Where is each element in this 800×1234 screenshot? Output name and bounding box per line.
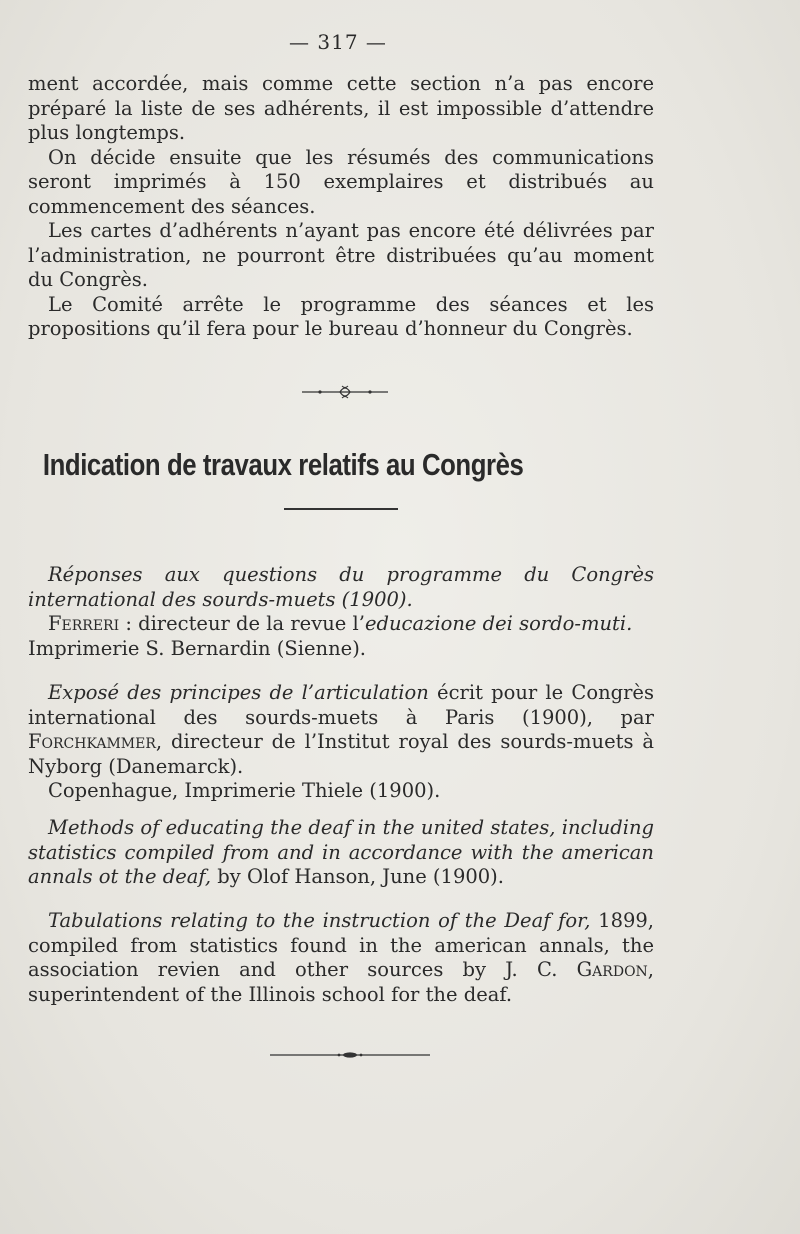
paragraph: Le Comité arrête le programme des séances et les propositions qu’il fera pour le bureau d’honneur du Congrès.	[28, 292, 654, 340]
entry	[28, 816, 654, 890]
paragraph: On décide ensuite que les résumés des communications seront imprimés à 150 exemplaires et distribués au commencement des séances.	[28, 145, 654, 218]
entry-body: Exposé des principes de l’articulation écrit pour le Congrès international des sourds-muets à Paris (1900), par Forchkammer, directeur de l’Institut royal des sourds-muets à Nyborg (Danemarck).	[28, 681, 654, 778]
entry-author-line: Ferreri : directeur de la revue l’educazione dei sordo-muti.	[48, 612, 633, 635]
author-name: Ferreri	[48, 612, 120, 635]
entry-title: Methods of educating the deaf in the united states, including statistics compiled from and in accordance with the american annals ot the deaf,	[28, 816, 654, 888]
entry-title: Réponses aux questions du programme du Congrès international des sourds-muets (1900).	[28, 563, 654, 611]
ornament-divider	[300, 382, 390, 402]
entry-body: Methods of educating the deaf in the united states, including statistics compiled from and in accordance with the american annals ot the deaf, by Olof Hanson, June (1900).	[28, 816, 654, 888]
review-name: educazione dei sordo-muti.	[364, 612, 633, 635]
entry-printer: Copenhague, Imprimerie Thiele (1900).	[48, 779, 441, 802]
entry-body: Tabulations relating to the instruction of the Deaf for, 1899, compiled from statistics found in the american annals, the association revien and other sources by J. C. Gardon, superintendent of the Illinois school for the deaf.	[28, 909, 654, 1006]
entry-title: Exposé des principes de l’articulation	[48, 681, 429, 704]
entry	[28, 909, 654, 1007]
paragraph: ment accordée, mais comme cette section n’a pas encore préparé la liste de ses adhérents, il est impossible d’attendre plus longtemps.	[28, 72, 654, 144]
entry-printer: Imprimerie S. Bernardin (Sienne).	[28, 636, 367, 660]
rule-divider	[282, 505, 400, 513]
page-number: — 317 —	[289, 30, 387, 54]
author-name: Gardon	[576, 958, 648, 981]
entry	[28, 681, 654, 804]
entry	[28, 563, 654, 661]
paragraph: Les cartes d’adhérents n’ayant pas encore été délivrées par l’administration, ne pourront être distribuées qu’au moment du Congrès.	[28, 219, 654, 291]
section-title: Indication de travaux relatifs au Congrès	[42, 447, 524, 482]
entry-title: Tabulations relating to the instruction of the Deaf for,	[48, 909, 591, 932]
author-name: Forchkammer	[28, 730, 156, 753]
intro-text	[28, 72, 654, 342]
end-ornament-divider	[268, 1048, 432, 1062]
